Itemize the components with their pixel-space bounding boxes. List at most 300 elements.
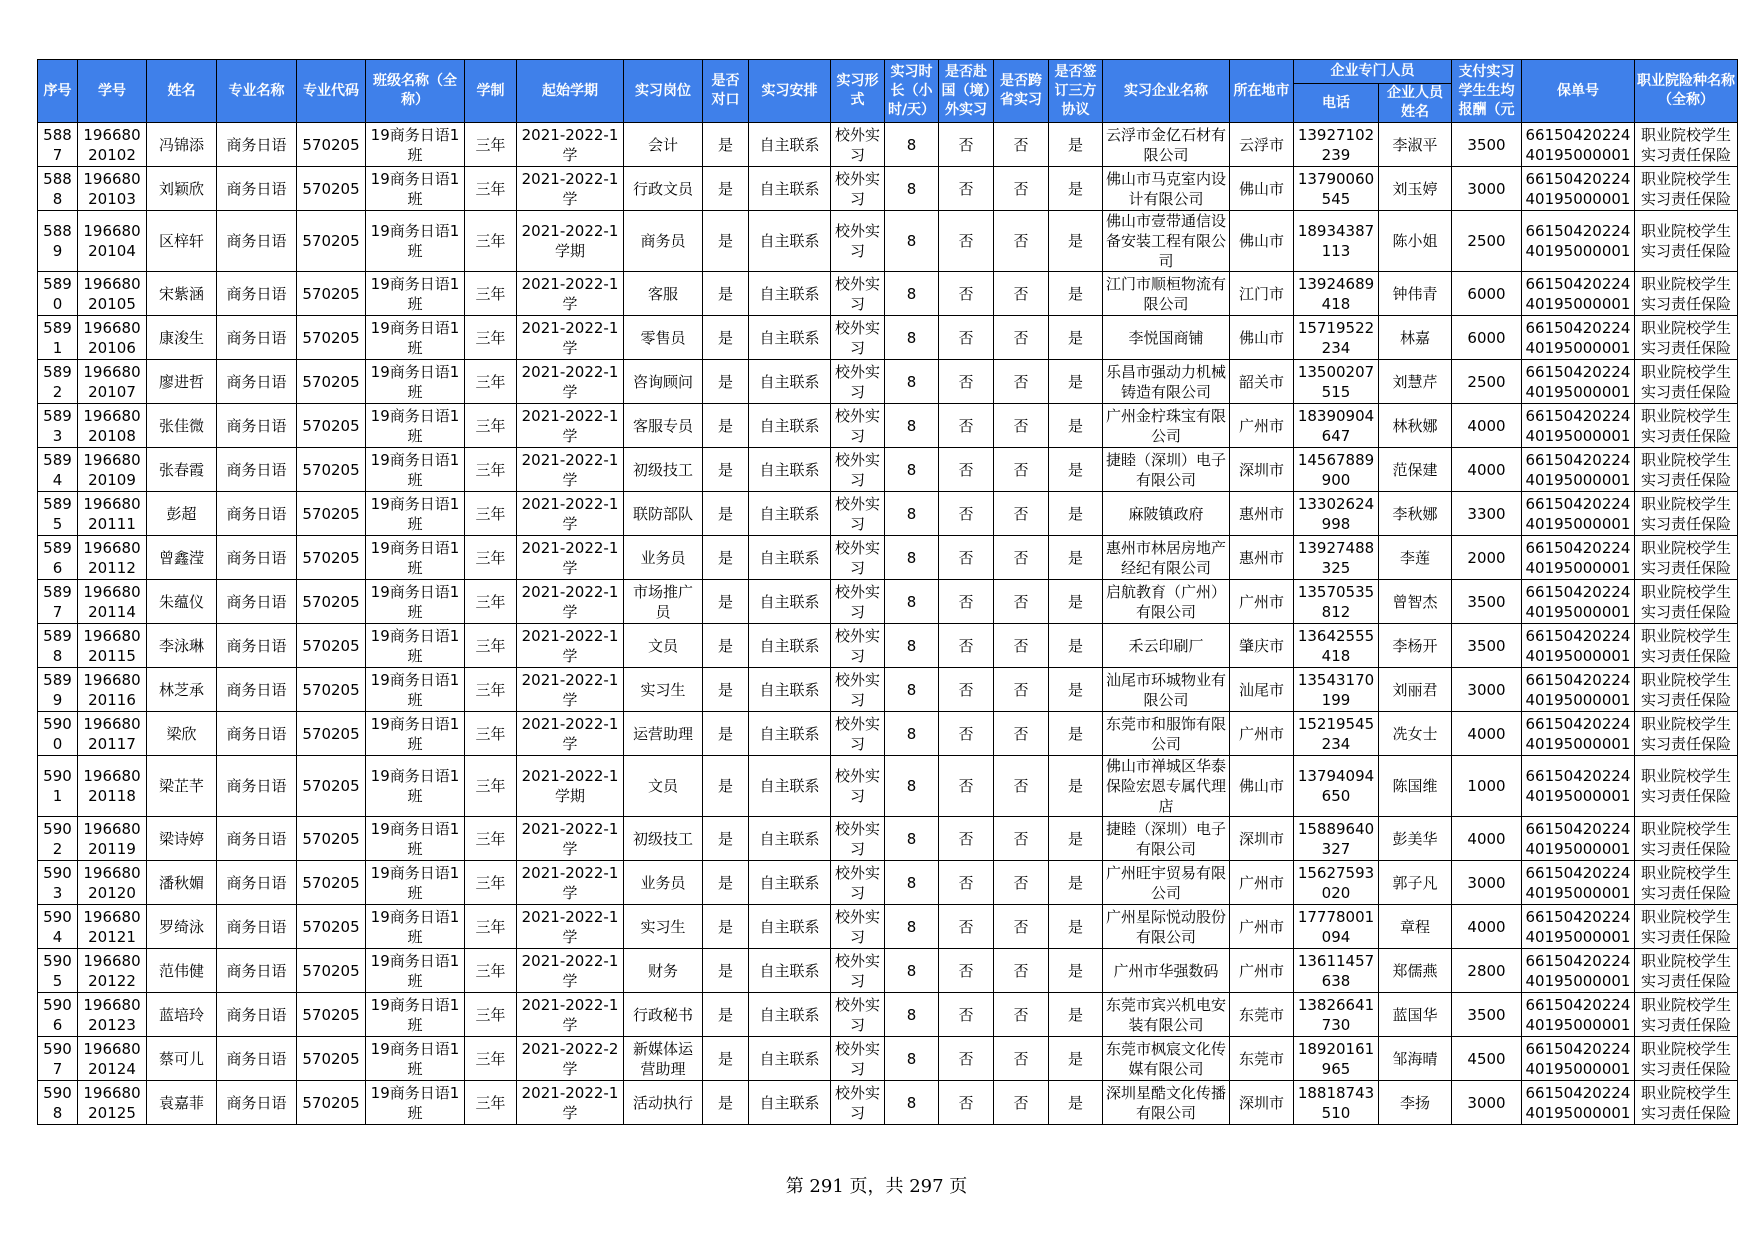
cell-student-id xyxy=(78,211,147,272)
cell-form-text: 校外实习 xyxy=(834,538,880,577)
header-matched: 是否对口 xyxy=(703,60,749,123)
cell-major-code-text: 570205 xyxy=(302,636,360,655)
cell-cross-province xyxy=(994,211,1049,272)
cell-insurance xyxy=(1635,167,1738,211)
table-row xyxy=(38,536,1738,580)
cell-name xyxy=(147,1081,217,1125)
cell-pay xyxy=(1452,580,1522,624)
cell-company-text: 启航教育（广州）有限公司 xyxy=(1105,582,1226,621)
cell-form xyxy=(831,580,885,624)
cell-student-id xyxy=(78,448,147,492)
cell-major xyxy=(217,817,297,861)
cell-start-term xyxy=(517,905,624,949)
cell-company xyxy=(1103,404,1230,448)
cell-arrangement-text: 自主联系 xyxy=(759,829,820,848)
cell-seq xyxy=(38,1081,78,1125)
table-row xyxy=(38,167,1738,211)
cell-hours-text: 8 xyxy=(906,680,917,699)
cell-abroad xyxy=(939,1037,994,1081)
cell-phone xyxy=(1294,817,1379,861)
cell-arrangement xyxy=(749,1037,831,1081)
cell-cross-province-text: 否 xyxy=(1013,592,1029,611)
cell-tripartite xyxy=(1049,580,1103,624)
cell-pay-text: 3000 xyxy=(1467,1093,1506,1112)
cell-major xyxy=(217,360,297,404)
cell-student-id-text: 19668020120 xyxy=(83,863,141,902)
cell-city xyxy=(1230,360,1294,404)
cell-pay-text: 3000 xyxy=(1467,680,1506,699)
header-insurance: 职业院险种名称（全称） xyxy=(1635,60,1738,123)
cell-start-term-text: 2021-2022-1学 xyxy=(521,670,619,709)
cell-form-text: 校外实习 xyxy=(834,1039,880,1078)
cell-cross-province-text: 否 xyxy=(1013,777,1029,795)
cell-form xyxy=(831,167,885,211)
cell-abroad xyxy=(939,949,994,993)
cell-city xyxy=(1230,817,1294,861)
cell-duration-text: 三年 xyxy=(475,1049,506,1068)
cell-position-text: 初级技工 xyxy=(632,460,693,479)
cell-cross-province-text: 否 xyxy=(1013,284,1029,303)
cell-hours-text: 8 xyxy=(906,1093,917,1112)
cell-tripartite xyxy=(1049,492,1103,536)
cell-major-code-text: 570205 xyxy=(302,1049,360,1068)
cell-city-text: 东莞市 xyxy=(1238,1005,1284,1024)
cell-pay xyxy=(1452,993,1522,1037)
cell-matched-text: 是 xyxy=(717,636,733,655)
cell-matched xyxy=(703,817,749,861)
cell-major xyxy=(217,448,297,492)
cell-contact-name-text: 李莲 xyxy=(1399,548,1430,567)
cell-start-term-text: 2021-2022-1学 xyxy=(521,626,619,665)
cell-position-text: 客服 xyxy=(647,284,678,303)
cell-duration-text: 三年 xyxy=(475,873,506,892)
cell-form xyxy=(831,492,885,536)
cell-major-text: 商务日语 xyxy=(226,1049,287,1068)
cell-position-text: 初级技工 xyxy=(632,829,693,848)
cell-company-text: 深圳星酷文化传播有限公司 xyxy=(1105,1083,1226,1122)
cell-city-text: 江门市 xyxy=(1238,284,1284,303)
cell-cross-province xyxy=(994,1081,1049,1125)
cell-insurance xyxy=(1635,316,1738,360)
cell-seq-text: 5893 xyxy=(43,406,72,445)
cell-pay xyxy=(1452,1037,1522,1081)
cell-abroad xyxy=(939,861,994,905)
cell-insurance xyxy=(1635,272,1738,316)
cell-seq-text: 5901 xyxy=(43,767,72,805)
cell-name-text: 袁嘉菲 xyxy=(158,1093,204,1112)
cell-city xyxy=(1230,167,1294,211)
cell-form xyxy=(831,360,885,404)
cell-seq xyxy=(38,211,78,272)
cell-position-text: 实习生 xyxy=(640,680,686,699)
cell-tripartite-text: 是 xyxy=(1067,179,1083,198)
cell-insurance-text: 职业院校学生实习责任保险 xyxy=(1640,670,1731,709)
cell-phone xyxy=(1294,993,1379,1037)
cell-major-text: 商务日语 xyxy=(226,460,287,479)
cell-name-text: 梁诗婷 xyxy=(158,829,204,848)
cell-city-text: 惠州市 xyxy=(1238,548,1284,567)
cell-contact-name-text: 林嘉 xyxy=(1399,328,1430,347)
cell-name xyxy=(147,993,217,1037)
table-row xyxy=(38,492,1738,536)
cell-hours-text: 8 xyxy=(906,372,917,391)
cell-insurance xyxy=(1635,993,1738,1037)
cell-pay xyxy=(1452,624,1522,668)
cell-duration-text: 三年 xyxy=(475,416,506,435)
cell-form xyxy=(831,1037,885,1081)
cell-form-text: 校外实习 xyxy=(834,362,880,401)
cell-major-code xyxy=(297,272,366,316)
cell-city xyxy=(1230,492,1294,536)
cell-matched-text: 是 xyxy=(717,504,733,523)
cell-matched xyxy=(703,993,749,1037)
cell-major-text: 商务日语 xyxy=(226,1093,287,1112)
cell-start-term-text: 2021-2022-1学 xyxy=(521,538,619,577)
cell-major-text: 商务日语 xyxy=(226,372,287,391)
cell-student-id-text: 19668020106 xyxy=(83,318,141,357)
cell-major-text: 商务日语 xyxy=(226,1005,287,1024)
cell-start-term-text: 2021-2022-2学 xyxy=(521,1039,619,1078)
cell-tripartite xyxy=(1049,272,1103,316)
cell-tripartite-text: 是 xyxy=(1067,416,1083,435)
cell-seq-text: 5897 xyxy=(43,582,72,621)
cell-major-text: 商务日语 xyxy=(226,917,287,936)
cell-cross-province xyxy=(994,905,1049,949)
cell-abroad-text: 否 xyxy=(958,917,974,936)
cell-matched xyxy=(703,272,749,316)
cell-major-code-text: 570205 xyxy=(302,873,360,892)
cell-major-code-text: 570205 xyxy=(302,179,360,198)
cell-policy-no xyxy=(1522,123,1635,167)
header-contact-name: 企业人员姓名 xyxy=(1379,84,1452,123)
cell-cross-province-text: 否 xyxy=(1013,416,1029,435)
cell-tripartite xyxy=(1049,123,1103,167)
cell-start-term-text: 2021-2022-1学 xyxy=(521,406,619,445)
cell-tripartite-text: 是 xyxy=(1067,1093,1083,1112)
cell-major-text: 商务日语 xyxy=(226,592,287,611)
cell-contact-name-text: 李杨开 xyxy=(1392,636,1438,655)
cell-insurance-text: 职业院校学生实习责任保险 xyxy=(1640,1083,1731,1122)
cell-form xyxy=(831,949,885,993)
cell-arrangement xyxy=(749,448,831,492)
cell-tripartite xyxy=(1049,861,1103,905)
cell-insurance-text: 职业院校学生实习责任保险 xyxy=(1640,406,1731,445)
cell-student-id xyxy=(78,1037,147,1081)
cell-company xyxy=(1103,1081,1230,1125)
cell-abroad xyxy=(939,1081,994,1125)
cell-name xyxy=(147,1037,217,1081)
cell-pay-text: 4000 xyxy=(1467,416,1506,435)
cell-company xyxy=(1103,756,1230,817)
cell-seq-text: 5905 xyxy=(43,951,72,990)
cell-company xyxy=(1103,905,1230,949)
cell-major xyxy=(217,949,297,993)
cell-name xyxy=(147,712,217,756)
cell-pay-text: 2500 xyxy=(1467,372,1506,391)
cell-duration-text: 三年 xyxy=(475,135,506,154)
cell-major-code xyxy=(297,905,366,949)
cell-form xyxy=(831,211,885,272)
cell-name xyxy=(147,949,217,993)
cell-arrangement xyxy=(749,949,831,993)
cell-name-text: 李泳琳 xyxy=(158,636,204,655)
cell-contact-name-text: 郑儒燕 xyxy=(1392,961,1438,980)
cell-contact-name-text: 李淑平 xyxy=(1392,135,1438,154)
cell-city-text: 佛山市 xyxy=(1238,328,1284,347)
cell-name-text: 蔡可儿 xyxy=(158,1049,204,1068)
cell-position xyxy=(624,949,703,993)
cell-student-id-text: 19668020121 xyxy=(83,907,141,946)
cell-major xyxy=(217,905,297,949)
cell-phone-text: 13924689418 xyxy=(1297,274,1375,313)
cell-abroad xyxy=(939,756,994,817)
cell-abroad-text: 否 xyxy=(958,504,974,523)
cell-start-term-text: 2021-2022-1学期 xyxy=(521,767,619,805)
cell-policy-no xyxy=(1522,624,1635,668)
cell-contact-name xyxy=(1379,1081,1452,1125)
cell-tripartite-text: 是 xyxy=(1067,592,1083,611)
cell-policy-no xyxy=(1522,668,1635,712)
cell-cross-province xyxy=(994,668,1049,712)
cell-abroad xyxy=(939,668,994,712)
cell-duration-text: 三年 xyxy=(475,232,506,250)
cell-start-term xyxy=(517,624,624,668)
table-row xyxy=(38,905,1738,949)
cell-phone xyxy=(1294,404,1379,448)
cell-student-id xyxy=(78,167,147,211)
cell-tripartite-text: 是 xyxy=(1067,1049,1083,1068)
cell-form-text: 校外实习 xyxy=(834,494,880,533)
cell-major-code xyxy=(297,448,366,492)
cell-major-text: 商务日语 xyxy=(226,724,287,743)
cell-major-code xyxy=(297,712,366,756)
cell-phone xyxy=(1294,624,1379,668)
cell-phone-text: 13500207515 xyxy=(1297,362,1375,401)
cell-policy-no xyxy=(1522,949,1635,993)
cell-matched xyxy=(703,668,749,712)
cell-city xyxy=(1230,536,1294,580)
cell-class-name xyxy=(366,580,465,624)
cell-company-text: 广州星际悦动股份有限公司 xyxy=(1105,907,1226,946)
cell-class-name-text: 19商务日语1班 xyxy=(370,863,460,902)
cell-city-text: 惠州市 xyxy=(1238,504,1284,523)
cell-major-code xyxy=(297,492,366,536)
cell-matched-text: 是 xyxy=(717,372,733,391)
cell-position-text: 新媒体运营助理 xyxy=(632,1039,693,1078)
cell-student-id-text: 19668020108 xyxy=(83,406,141,445)
cell-name-text: 康浚生 xyxy=(158,328,204,347)
cell-arrangement-text: 自主联系 xyxy=(759,724,820,743)
cell-major xyxy=(217,756,297,817)
cell-matched xyxy=(703,905,749,949)
cell-seq-text: 5894 xyxy=(43,450,72,489)
cell-policy-no-text: 6615042022440195000001 xyxy=(1525,907,1631,946)
cell-name xyxy=(147,316,217,360)
cell-student-id-text: 19668020107 xyxy=(83,362,141,401)
cell-contact-name-text: 刘慧芹 xyxy=(1392,372,1438,391)
cell-seq xyxy=(38,123,78,167)
cell-phone-text: 17778001094 xyxy=(1297,907,1375,946)
cell-name-text: 林芝承 xyxy=(158,680,204,699)
cell-contact-name xyxy=(1379,624,1452,668)
cell-company-text: 东莞市和服饰有限公司 xyxy=(1105,714,1226,753)
cell-position xyxy=(624,817,703,861)
cell-contact-name-text: 彭美华 xyxy=(1392,829,1438,848)
cell-insurance xyxy=(1635,404,1738,448)
table-row xyxy=(38,360,1738,404)
cell-city-text: 广州市 xyxy=(1238,873,1284,892)
cell-start-term-text: 2021-2022-1学 xyxy=(521,863,619,902)
cell-major-text: 商务日语 xyxy=(226,873,287,892)
cell-pay-text: 6000 xyxy=(1467,328,1506,347)
cell-pay-text: 4000 xyxy=(1467,724,1506,743)
cell-form-text: 校外实习 xyxy=(834,907,880,946)
cell-cross-province xyxy=(994,624,1049,668)
cell-seq-text: 5888 xyxy=(43,169,72,208)
cell-phone-text: 18818743510 xyxy=(1297,1083,1375,1122)
table-row xyxy=(38,624,1738,668)
cell-company-text: 乐昌市强动力机械铸造有限公司 xyxy=(1105,362,1226,401)
cell-duration-text: 三年 xyxy=(475,636,506,655)
cell-city-text: 广州市 xyxy=(1238,592,1284,611)
cell-cross-province-text: 否 xyxy=(1013,328,1029,347)
cell-start-term-text: 2021-2022-1学 xyxy=(521,169,619,208)
cell-class-name xyxy=(366,272,465,316)
cell-abroad xyxy=(939,272,994,316)
cell-duration xyxy=(465,756,517,817)
cell-start-term xyxy=(517,580,624,624)
cell-class-name-text: 19商务日语1班 xyxy=(370,450,460,489)
cell-name-text: 宋紫涵 xyxy=(158,284,204,303)
cell-seq xyxy=(38,949,78,993)
cell-cross-province-text: 否 xyxy=(1013,680,1029,699)
cell-contact-name xyxy=(1379,1037,1452,1081)
cell-class-name-text: 19商务日语1班 xyxy=(370,995,460,1034)
cell-contact-name xyxy=(1379,492,1452,536)
cell-insurance xyxy=(1635,949,1738,993)
cell-pay xyxy=(1452,167,1522,211)
cell-class-name xyxy=(366,123,465,167)
cell-matched-text: 是 xyxy=(717,1093,733,1112)
cell-student-id xyxy=(78,993,147,1037)
table-row xyxy=(38,949,1738,993)
cell-company-text: 云浮市金亿石材有限公司 xyxy=(1105,125,1226,164)
cell-student-id-text: 19668020103 xyxy=(83,169,141,208)
cell-hours-text: 8 xyxy=(906,284,917,303)
cell-cross-province xyxy=(994,167,1049,211)
cell-duration-text: 三年 xyxy=(475,548,506,567)
cell-contact-name xyxy=(1379,668,1452,712)
cell-contact-name-text: 范保建 xyxy=(1392,460,1438,479)
cell-start-term-text: 2021-2022-1学 xyxy=(521,907,619,946)
cell-start-term xyxy=(517,993,624,1037)
cell-city xyxy=(1230,624,1294,668)
header-student-id: 学号 xyxy=(78,60,147,123)
cell-student-id-text: 19668020102 xyxy=(83,125,141,164)
cell-form-text: 校外实习 xyxy=(834,1083,880,1122)
table-row xyxy=(38,448,1738,492)
cell-hours-text: 8 xyxy=(906,135,917,154)
cell-matched xyxy=(703,167,749,211)
cell-form-text: 校外实习 xyxy=(834,274,880,313)
cell-cross-province-text: 否 xyxy=(1013,504,1029,523)
cell-contact-name xyxy=(1379,949,1452,993)
cell-company xyxy=(1103,211,1230,272)
cell-matched xyxy=(703,949,749,993)
cell-phone-text: 13642555418 xyxy=(1297,626,1375,665)
cell-duration xyxy=(465,272,517,316)
cell-seq-text: 5902 xyxy=(43,819,72,858)
cell-pay-text: 4000 xyxy=(1467,829,1506,848)
cell-position-text: 市场推广员 xyxy=(632,582,693,621)
cell-insurance-text: 职业院校学生实习责任保险 xyxy=(1640,951,1731,990)
cell-position-text: 行政文员 xyxy=(632,179,693,198)
cell-form-text: 校外实习 xyxy=(834,450,880,489)
cell-pay-text: 3500 xyxy=(1467,1005,1506,1024)
cell-abroad xyxy=(939,536,994,580)
table-row xyxy=(38,712,1738,756)
cell-seq-text: 5891 xyxy=(43,318,72,357)
cell-form xyxy=(831,404,885,448)
cell-arrangement-text: 自主联系 xyxy=(759,592,820,611)
cell-company-text: 广州旺宇贸易有限公司 xyxy=(1105,863,1226,902)
cell-matched-text: 是 xyxy=(717,592,733,611)
cell-student-id-text: 19668020117 xyxy=(83,714,141,753)
cell-policy-no-text: 6615042022440195000001 xyxy=(1525,767,1631,805)
cell-hours xyxy=(885,448,939,492)
cell-duration xyxy=(465,712,517,756)
cell-hours xyxy=(885,580,939,624)
cell-hours-text: 8 xyxy=(906,328,917,347)
cell-position xyxy=(624,272,703,316)
cell-tripartite xyxy=(1049,316,1103,360)
cell-abroad xyxy=(939,492,994,536)
cell-insurance-text: 职业院校学生实习责任保险 xyxy=(1640,863,1731,902)
header-class-name: 班级名称（全称） xyxy=(366,60,465,123)
cell-arrangement-text: 自主联系 xyxy=(759,1049,820,1068)
cell-cross-province xyxy=(994,861,1049,905)
cell-form-text: 校外实习 xyxy=(834,670,880,709)
cell-contact-name xyxy=(1379,167,1452,211)
header-contact-group: 企业专门人员 xyxy=(1294,60,1452,84)
cell-arrangement xyxy=(749,404,831,448)
cell-student-id-text: 19668020114 xyxy=(83,582,141,621)
cell-major-code-text: 570205 xyxy=(302,504,360,523)
cell-tripartite xyxy=(1049,905,1103,949)
cell-class-name-text: 19商务日语1班 xyxy=(370,125,460,164)
cell-hours xyxy=(885,167,939,211)
cell-policy-no xyxy=(1522,1081,1635,1125)
cell-city xyxy=(1230,1081,1294,1125)
cell-policy-no-text: 6615042022440195000001 xyxy=(1525,318,1631,357)
cell-phone-text: 18934387113 xyxy=(1297,222,1375,260)
cell-matched-text: 是 xyxy=(717,961,733,980)
cell-matched xyxy=(703,316,749,360)
cell-cross-province-text: 否 xyxy=(1013,179,1029,198)
cell-position xyxy=(624,167,703,211)
cell-form-text: 校外实习 xyxy=(834,582,880,621)
cell-seq xyxy=(38,404,78,448)
cell-student-id-text: 19668020125 xyxy=(83,1083,141,1122)
cell-company xyxy=(1103,167,1230,211)
cell-student-id xyxy=(78,492,147,536)
table-row xyxy=(38,993,1738,1037)
cell-cross-province-text: 否 xyxy=(1013,1093,1029,1112)
cell-duration-text: 三年 xyxy=(475,777,506,795)
cell-form-text: 校外实习 xyxy=(834,714,880,753)
cell-form-text: 校外实习 xyxy=(834,951,880,990)
cell-class-name xyxy=(366,167,465,211)
